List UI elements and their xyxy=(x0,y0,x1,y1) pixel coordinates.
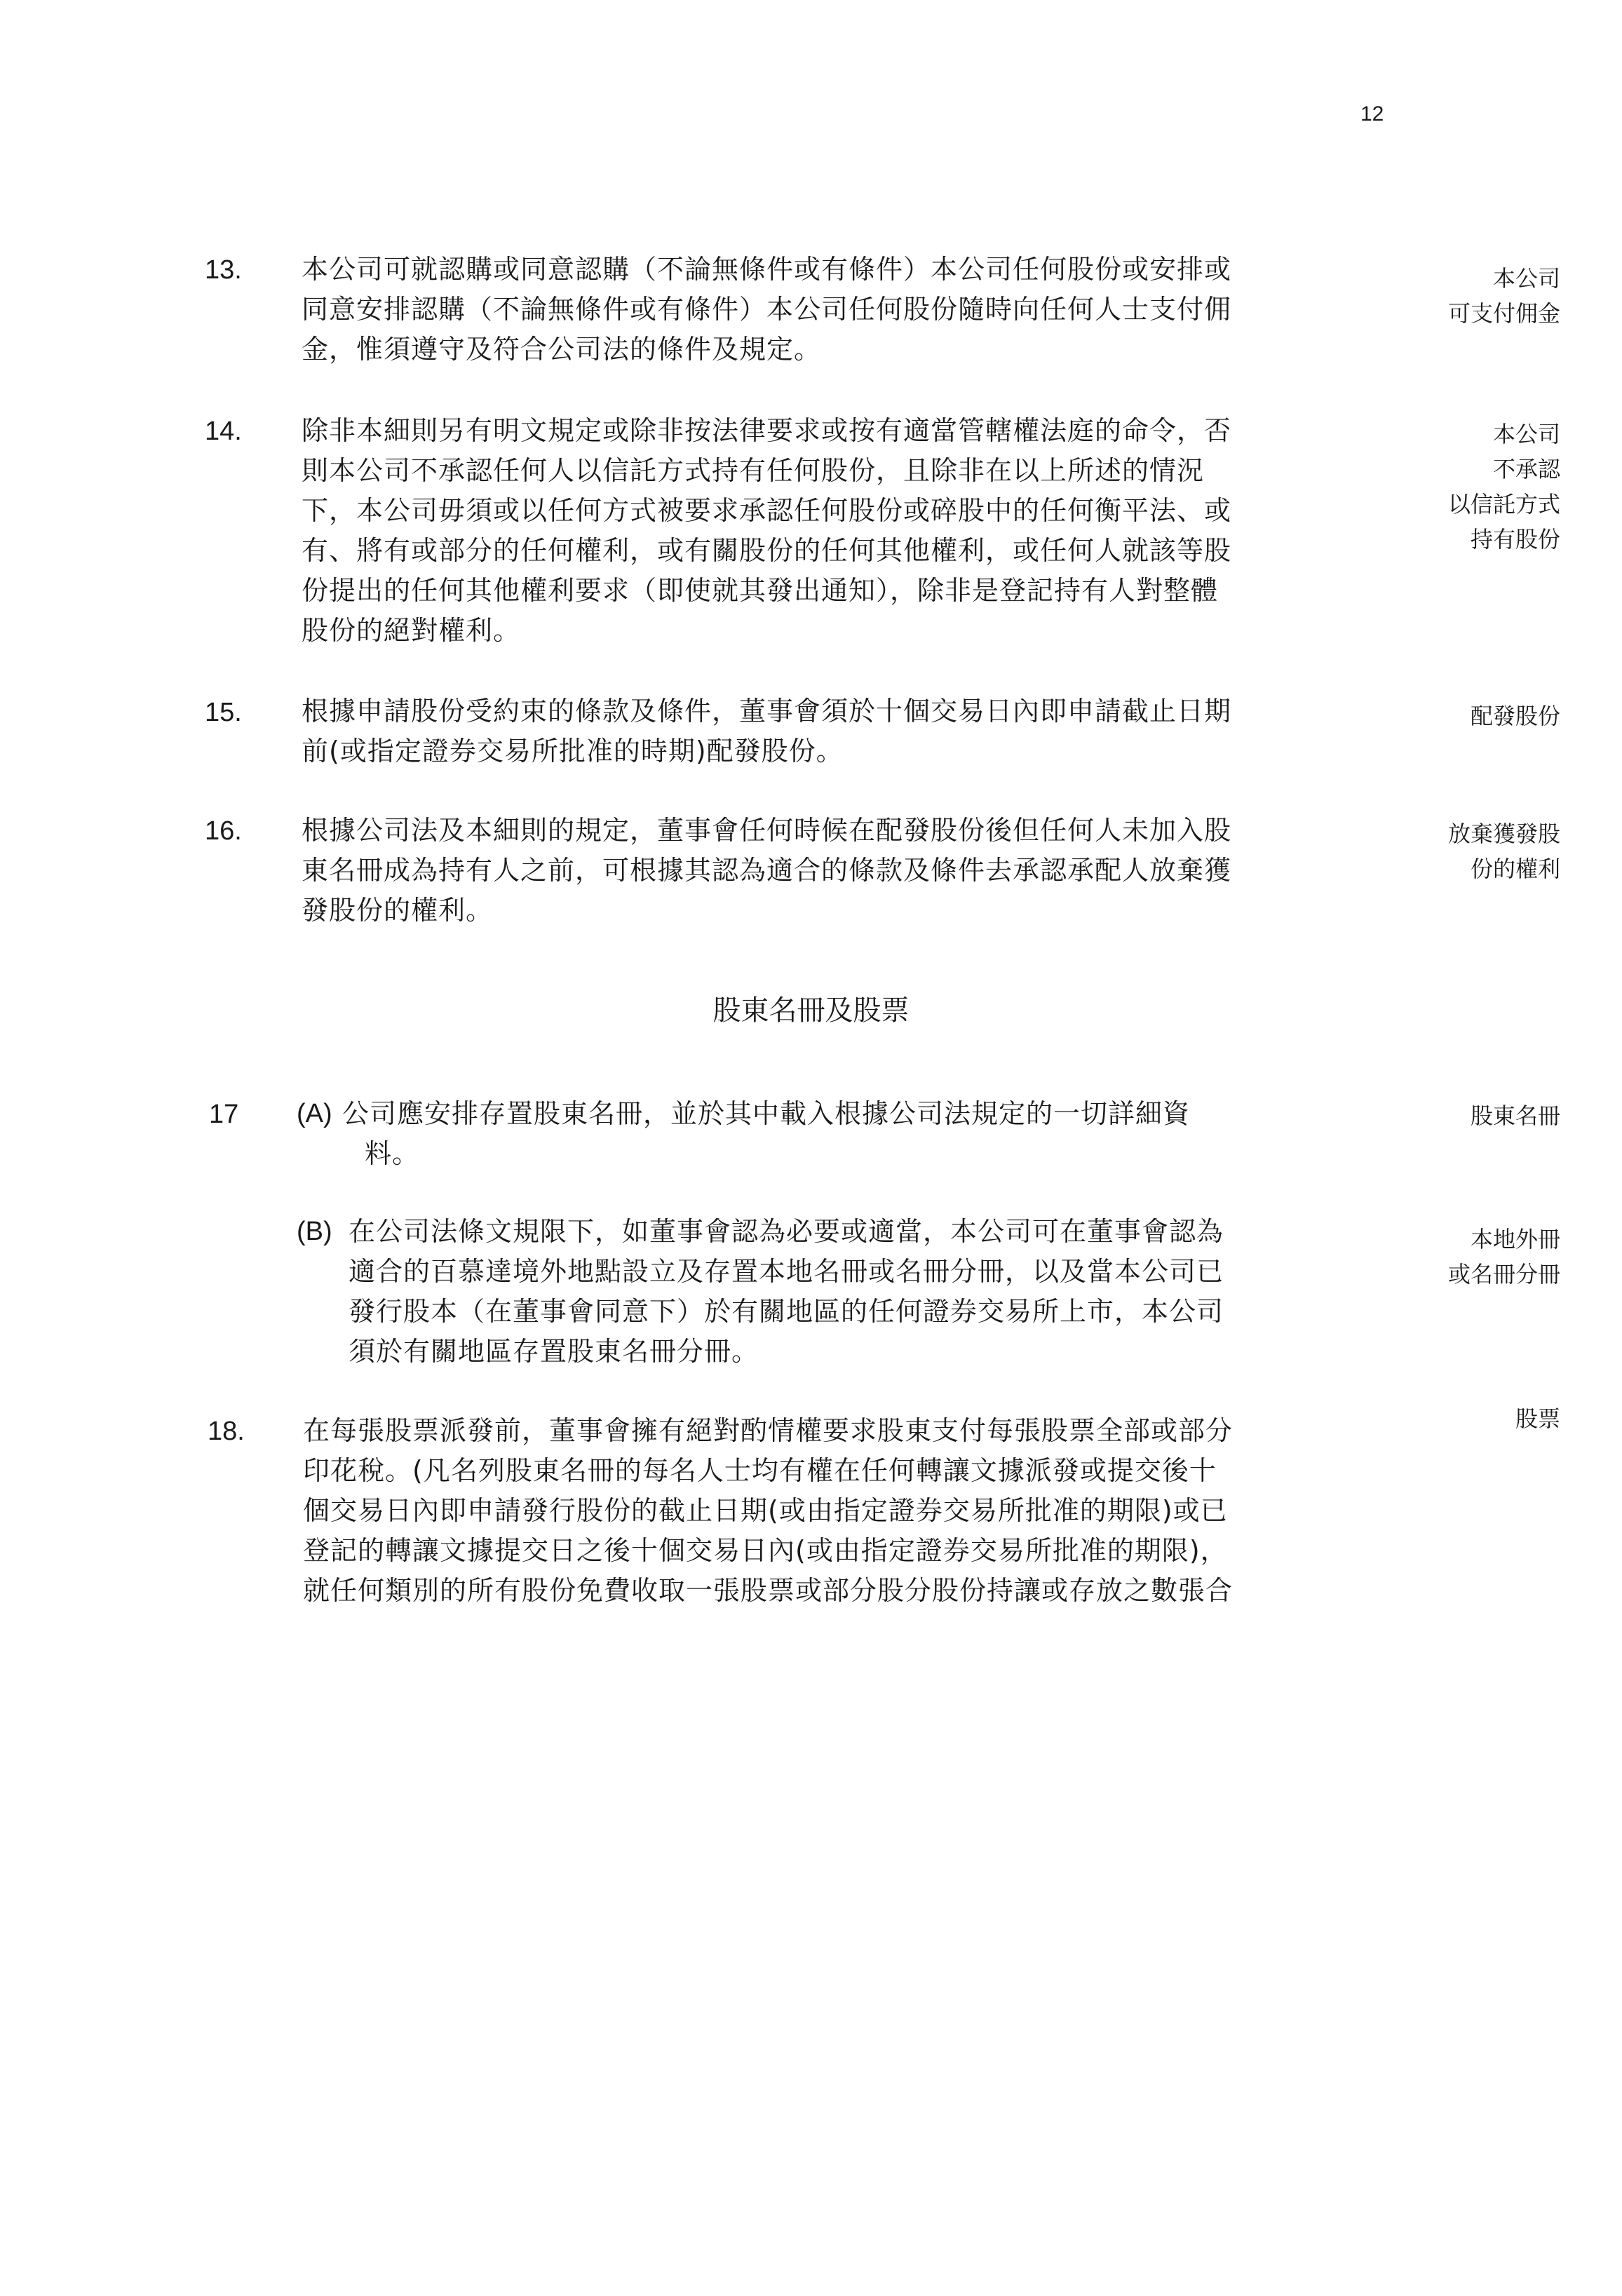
margin-note-line: 持有股份 xyxy=(1470,526,1560,553)
clause-16-line: 東名冊成為持有人之前，可根據其認為適合的條款及條件去承認承配人放棄獲 xyxy=(302,855,1232,886)
clause-16-text xyxy=(302,811,1231,931)
clause-14-line: 下，本公司毋須或以任何方式被要求承認任何股份或碎股中的任何衡平法、或 xyxy=(302,495,1232,526)
clause-18-text xyxy=(303,1411,1233,1611)
clause-18-line: 登記的轉讓文據提交日之後十個交易日內(或由指定證券交易所批准的期限)， xyxy=(303,1535,1228,1566)
clause-17a-text xyxy=(342,1094,1190,1174)
clause-16-margin-note xyxy=(1378,816,1560,886)
clause-17-number: 17 xyxy=(209,1100,239,1129)
clause-17a-margin-note xyxy=(1378,1098,1560,1133)
clause-17b-line: 適合的百慕達境外地點設立及存置本地名冊或名冊分冊，以及當本公司已 xyxy=(349,1256,1224,1287)
clause-18-line: 個交易日內即申請發行股份的截止日期(或由指定證券交易所批准的期限)或已 xyxy=(303,1495,1228,1526)
clause-17b-line: 在公司法條文規限下，如董事會認為必要或適當，本公司可在董事會認為 xyxy=(349,1216,1224,1247)
clause-15-line: 根據申請股份受約束的條款及條件，董事會須於十個交易日內即申請截止日期 xyxy=(302,696,1232,727)
clause-14-line: 有、將有或部分的任何權利，或有關股份的任何其他權利，或任何人就該等股 xyxy=(302,535,1232,566)
clause-15-margin-note xyxy=(1378,698,1560,734)
clause-15-text xyxy=(302,691,1231,771)
margin-note-line: 以信託方式 xyxy=(1447,491,1560,518)
clause-17b-line: 發行股本（在董事會同意下）於有關地區的任何證券交易所上市，本公司 xyxy=(349,1296,1224,1327)
clause-18-margin-note xyxy=(1378,1401,1560,1436)
clause-17b-text xyxy=(349,1212,1224,1372)
clause-16-number: 16. xyxy=(205,816,242,846)
clause-14-line: 股份的絕對權利。 xyxy=(302,615,521,646)
page-number: 12 xyxy=(1360,102,1384,126)
margin-note-line: 本地外冊 xyxy=(1470,1226,1560,1252)
clause-13-line: 本公司可就認購或同意認購（不論無條件或有條件）本公司任何股份或安排或 xyxy=(302,254,1232,285)
clause-17b-margin-note xyxy=(1378,1222,1560,1292)
margin-note-line: 本公司 xyxy=(1492,265,1560,292)
margin-note-line: 份的權利 xyxy=(1470,856,1560,882)
margin-note-line: 放棄獲發股 xyxy=(1447,821,1560,847)
margin-note-line: 可支付佣金 xyxy=(1447,300,1560,327)
clause-18-number: 18. xyxy=(208,1417,245,1446)
margin-note-line: 不承認 xyxy=(1492,456,1560,482)
clause-15-line: 前(或指定證券交易所批准的時期)配發股份。 xyxy=(302,736,844,767)
clause-13-margin-note xyxy=(1378,261,1560,331)
clause-13-line: 同意安排認購（不論無條件或有條件）本公司任何股份隨時向任何人士支付佣 xyxy=(302,294,1232,325)
clause-13-text xyxy=(302,250,1231,370)
clause-14-text xyxy=(302,411,1231,651)
clause-17a-line: 料。 xyxy=(365,1138,420,1169)
clause-14-margin-note xyxy=(1378,417,1560,557)
clause-17a-line: 公司應安排存置股東名冊，並於其中載入根據公司法規定的一切詳細資 xyxy=(342,1098,1191,1129)
margin-note-line: 本公司 xyxy=(1492,421,1560,447)
clause-18-line: 就任何類別的所有股份免費收取一張股票或部分股分股份持讓或存放之數張合 xyxy=(303,1575,1234,1606)
margin-note-line: 或名冊分冊 xyxy=(1447,1261,1560,1288)
clause-14-line: 份提出的任何其他權利要求（即使就其發出通知），除非是登記持有人對整體 xyxy=(302,575,1219,606)
section-heading: 股東名冊及股票 xyxy=(712,994,910,1027)
clause-17b-line: 須於有關地區存置股東名冊分冊。 xyxy=(349,1336,759,1367)
clause-16-line: 根據公司法及本細則的規定，董事會任何時候在配發股份後但任何人未加入股 xyxy=(302,815,1232,846)
clause-13-number: 13. xyxy=(205,255,242,285)
margin-note-line: 股東名冊 xyxy=(1470,1102,1560,1129)
margin-note-line: 配發股份 xyxy=(1470,703,1560,729)
clause-16-line: 發股份的權利。 xyxy=(302,895,494,926)
clause-17a-label: (A) xyxy=(297,1099,332,1128)
clause-14-line: 除非本細則另有明文規定或除非按法律要求或按有適當管轄權法庭的命令，否 xyxy=(302,415,1232,446)
margin-note-line: 股票 xyxy=(1515,1405,1560,1432)
clause-14-line: 則本公司不承認任何人以信託方式持有任何股份，且除非在以上所述的情況 xyxy=(302,455,1205,486)
clause-17b-label: (B) xyxy=(297,1217,332,1246)
clause-18-line: 在每張股票派發前，董事會擁有絕對酌情權要求股東支付每張股票全部或部分 xyxy=(303,1415,1234,1446)
clause-15-number: 15. xyxy=(205,698,242,727)
clause-14-number: 14. xyxy=(205,417,242,446)
clause-13-line: 金，惟須遵守及符合公司法的條件及規定。 xyxy=(302,334,822,365)
clause-18-line: 印花稅。(凡名列股東名冊的每名人士均有權在任何轉讓文據派發或提交後十 xyxy=(303,1455,1217,1486)
